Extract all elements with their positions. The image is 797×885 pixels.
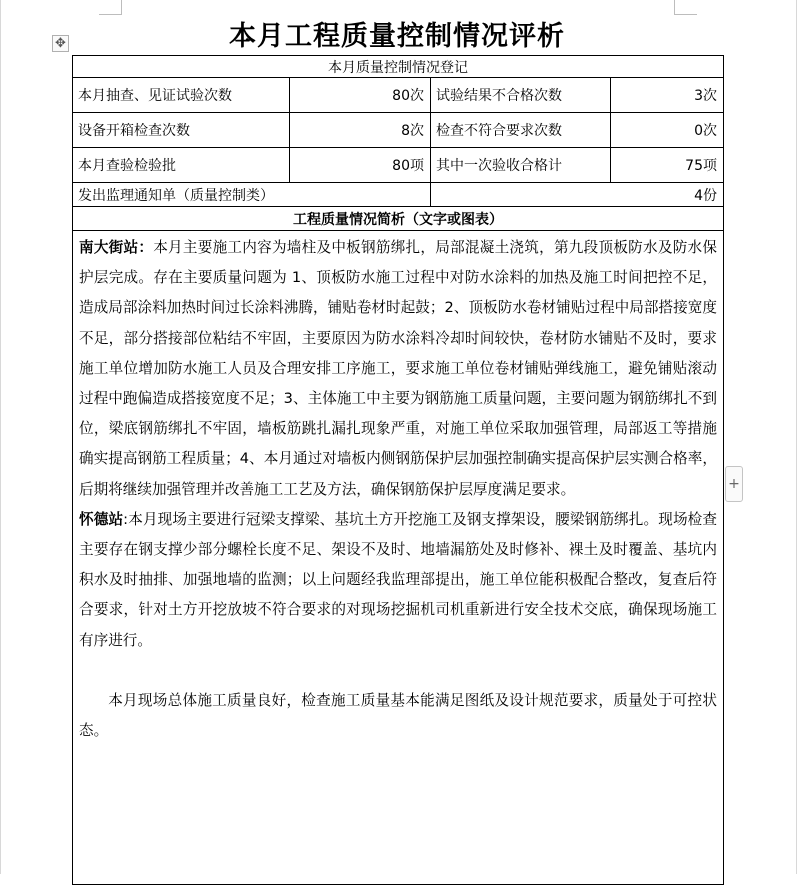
site1-text: 本月主要施工内容为墙柱及中板钢筋绑扎，局部混凝土浇筑，第九段顶板防水及防水保护层完成。存在主要质量问题为 1、顶板防水施工过程中对防水涂料的加热及施工时间把控不足，造成局部涂料加热时间过长涂料沸腾，铺贴卷材时起鼓；2、顶板防水卷材铺贴过程中局部搭接宽度不足，部分搭接部位粘结不牢固，主要原因为防水涂料冷却时间较快，卷材防水铺贴不及时，要求施工单位增加防水施工人员及合理安排工序施工，要求施工单位卷材铺贴弹线施工，避免铺贴滚动过程中跑偏造成搭接宽度不足；3、主体施工中主要为钢筋施工质量问题，主要问题为钢筋绑扎不到位，梁底钢筋绑扎不牢固，墙板筋跳扎漏扎现象严重，对施工单位采取加强管理，局部返工等措施确实提高钢筋工程质量；4、本月通过对墙板内侧钢筋保护层加强控制确实提高保护层实测合格率，后期将继续加强管理并改善施工工艺及方法，确保钢筋保护层厚度满足要求。	[79, 239, 717, 498]
row-value: 8次	[290, 113, 431, 148]
site1-paragraph	[79, 233, 717, 505]
row-label: 设备开箱检查次数	[73, 113, 290, 148]
table-move-handle-icon[interactable]: ✥	[52, 35, 69, 52]
quality-control-table	[72, 55, 724, 885]
table-row	[73, 148, 724, 183]
table-header-row	[73, 56, 724, 78]
blank-line	[79, 656, 717, 686]
analysis-header-row	[73, 207, 724, 231]
row-label: 本月抽查、见证试验次数	[73, 78, 290, 113]
row-label: 其中一次验收合格计	[431, 148, 611, 183]
document-title: 本月工程质量控制情况评析	[229, 21, 565, 52]
site2-name: 怀德站	[79, 510, 124, 528]
notice-label: 发出监理通知单（质量控制类）	[73, 183, 431, 207]
row-value: 80次	[290, 78, 431, 113]
notice-row	[73, 183, 724, 207]
row-label: 检查不符合要求次数	[431, 113, 611, 148]
row-value: 75项	[611, 148, 724, 183]
notice-value: 4份	[431, 183, 724, 207]
site2-paragraph	[79, 505, 717, 656]
row-value: 3次	[611, 78, 724, 113]
row-label: 试验结果不合格次数	[431, 78, 611, 113]
margin-corner-mark-left	[99, 0, 122, 15]
site2-text: :本月现场主要进行冠梁支撑梁、基坑土方开挖施工及钢支撑架设，腰梁钢筋绑扎。现场检查主要存在钢支撑少部分螺栓长度不足、架设不及时、地墙漏筋处及时修补、裸土及时覆盖、基坑内积水及时抽排、加强地墙的监测；以上问题经我监理部提出，施工单位能积极配合整改，复查后符合要求，针对土方开挖放坡不符合要求的对现场挖掘机司机重新进行安全技术交底，确保现场施工有序进行。	[79, 510, 717, 649]
analysis-header: 工程质量情况简析（文字或图表）	[73, 207, 724, 231]
table-header: 本月质量控制情况登记	[73, 56, 724, 78]
table-row	[73, 78, 724, 113]
row-value: 80项	[290, 148, 431, 183]
row-value: 0次	[611, 113, 724, 148]
site1-name: 南大街站：	[79, 239, 154, 256]
page-edge-left	[0, 0, 1, 874]
table-row	[73, 113, 724, 148]
add-column-plus-icon[interactable]: +	[725, 466, 743, 502]
row-label: 本月查验检验批	[73, 148, 290, 183]
summary-paragraph: 本月现场总体施工质量良好，检查施工质量基本能满足图纸及设计规范要求，质量处于可控状态。	[79, 691, 717, 740]
analysis-row	[73, 231, 724, 885]
analysis-content[interactable]	[73, 231, 724, 885]
margin-corner-mark-right	[674, 0, 697, 15]
